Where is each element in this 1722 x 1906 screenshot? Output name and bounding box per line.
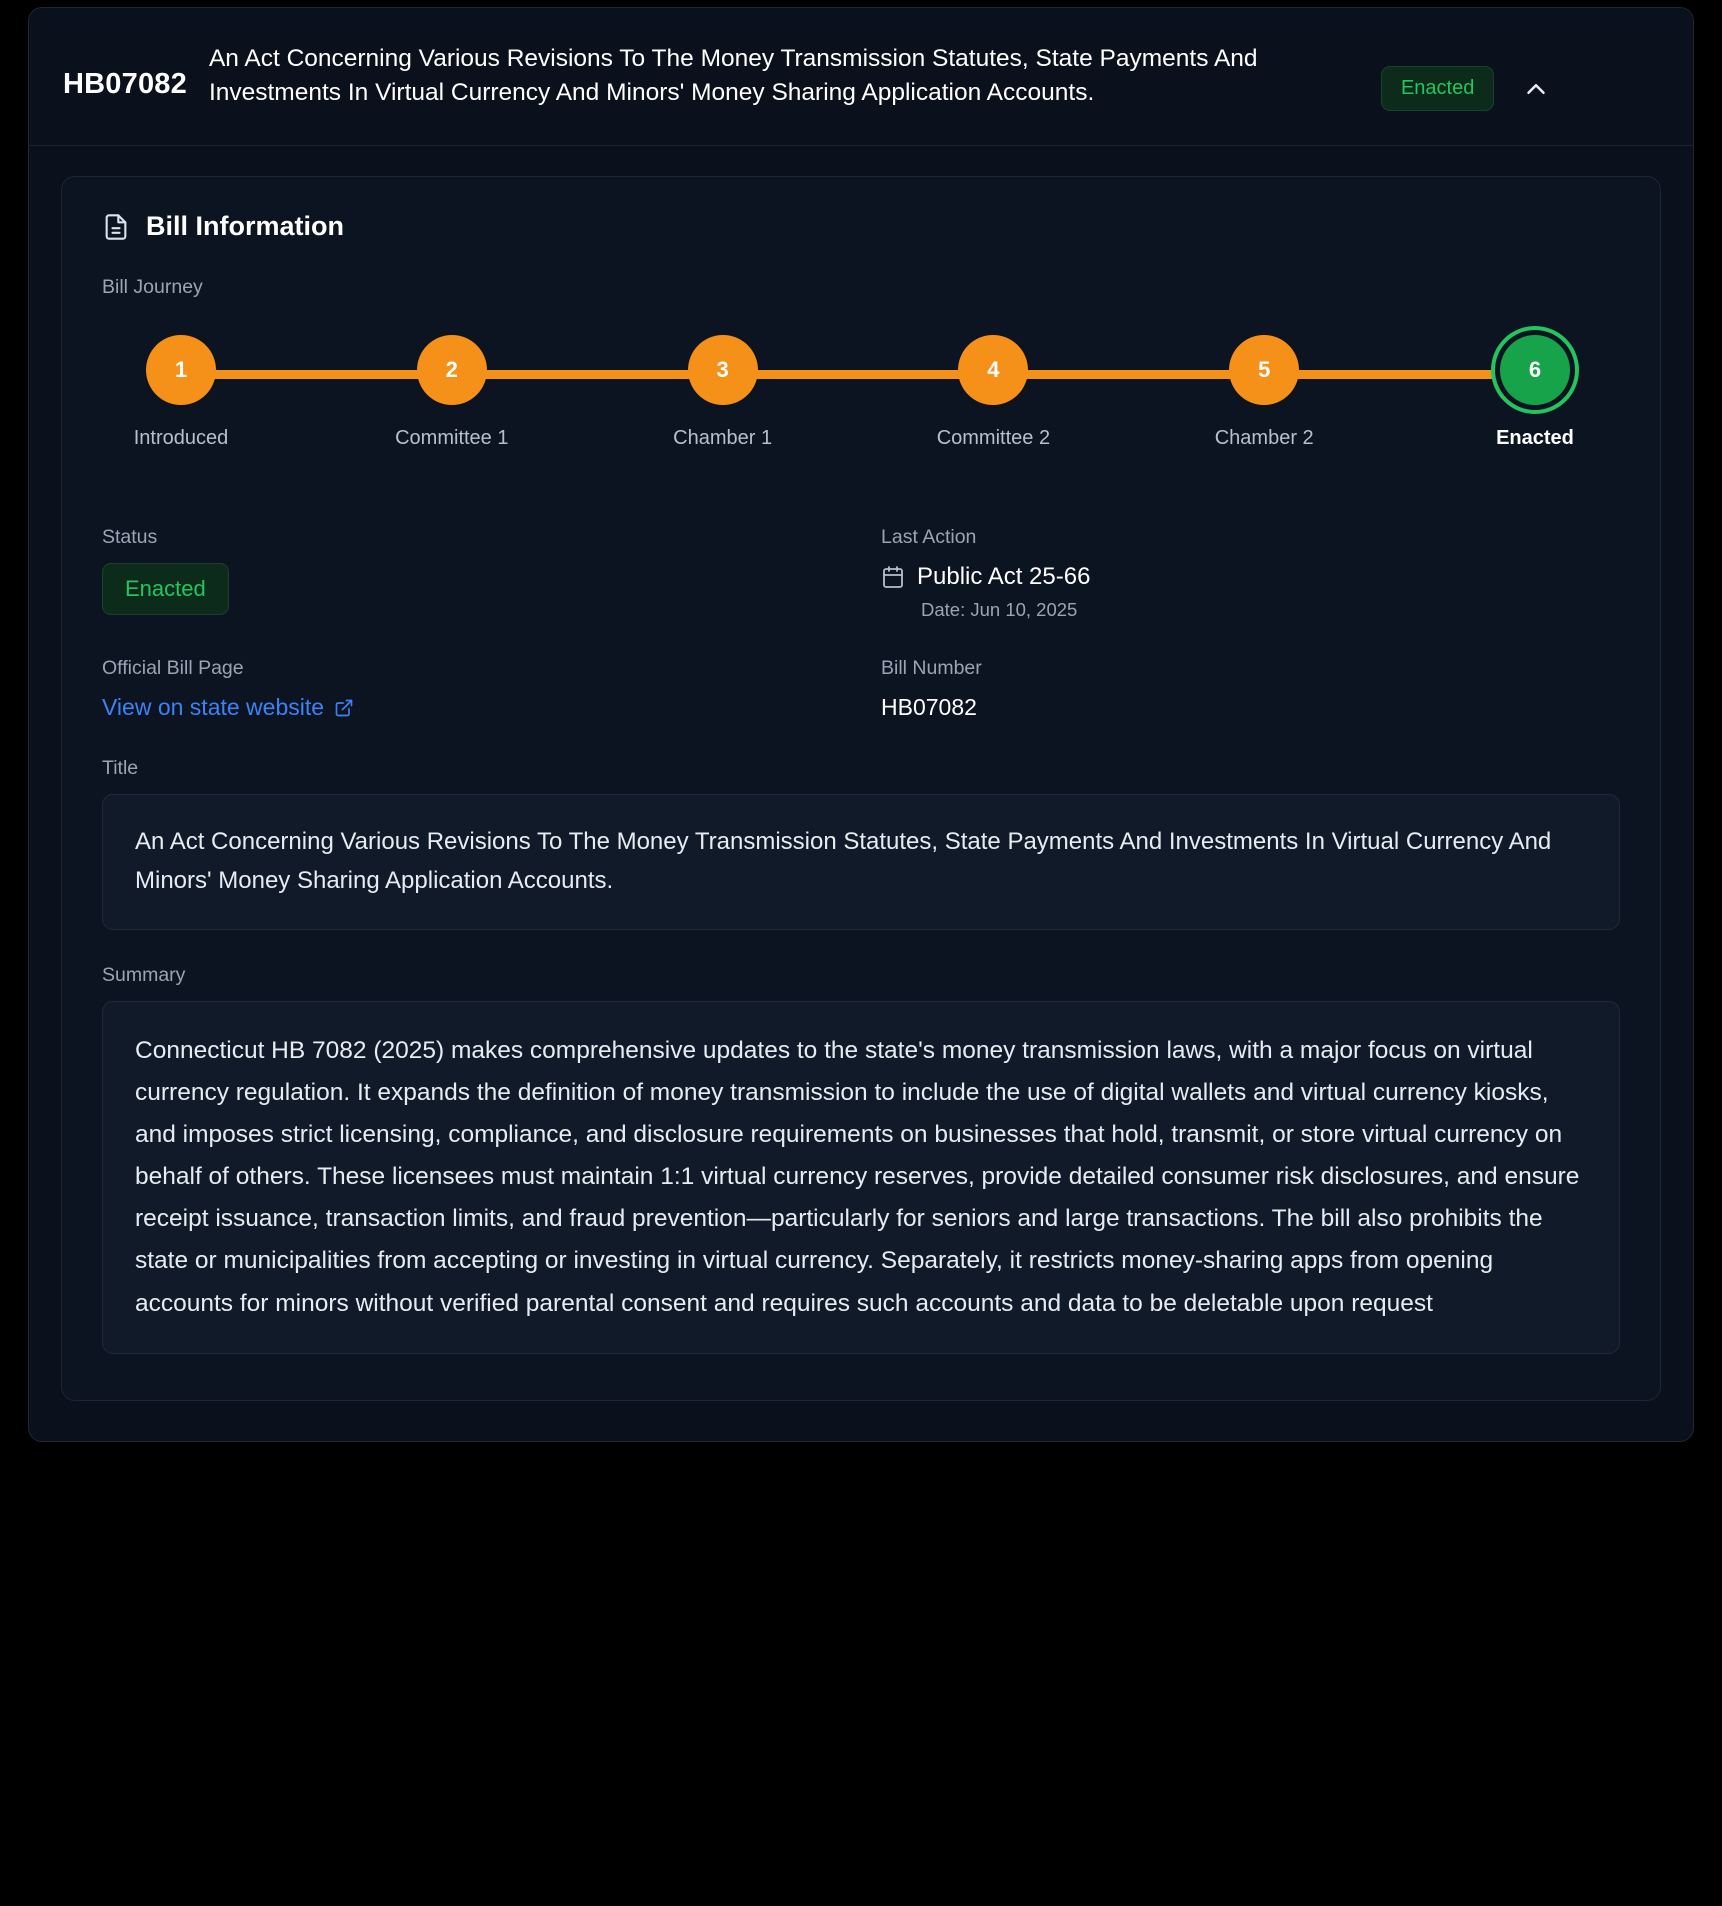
- bill-number-field: [881, 657, 1620, 721]
- last-action-label: Last Action: [881, 526, 977, 548]
- bill-body: [29, 146, 1693, 1441]
- journey-step-6[interactable]: [1460, 335, 1610, 450]
- header-bill-number: HB07082: [63, 68, 187, 100]
- journey-step-4[interactable]: [918, 335, 1068, 450]
- summary-value-box: Connecticut HB 7082 (2025) makes comprehensive updates to the state's money transmission laws, with a major focus on virtual currency regulation. It expands the definition of money transmission to include the use of digital wallets and virtual currency kiosks, and imposes strict licensing, compliance, and disclosure requirements on businesses that hold, transmit, or store virtual currency on behalf of others. These licensees must maintain 1:1 virtual currency reserves, provide detailed consumer risk disclosures, and ensure receipt issuance, transaction limits, and fraud prevention—particularly for seniors and large transactions. The bill also prohibits the state or municipalities from accepting or investing in virtual currency. Separately, it restricts money-sharing apps from opening accounts for minors without verified parental consent and requires such accounts and data to be deletable upon request: [102, 1001, 1620, 1354]
- bill-header[interactable]: [29, 8, 1693, 146]
- journey-step-label: Introduced: [133, 427, 229, 449]
- journey-step-label: Committee 2: [936, 427, 1051, 449]
- last-action-date: Date: Jun 10, 2025: [921, 599, 1078, 620]
- summary-label: Summary: [102, 963, 186, 986]
- section-header: [102, 211, 1620, 242]
- bill-card: [28, 7, 1694, 1442]
- chevron-up-icon[interactable]: [1516, 69, 1556, 109]
- last-action-value: Public Act 25-66: [917, 563, 1091, 590]
- journey-step-3[interactable]: [648, 335, 798, 450]
- title-label: Title: [102, 757, 139, 779]
- last-action-field: [881, 526, 1620, 621]
- bill-number-value: HB07082: [881, 694, 977, 720]
- section-title: Bill Information: [146, 211, 344, 241]
- title-value-box: An Act Concerning Various Revisions To The Money Transmission Statutes, State Payments And Investments In Virtual Currency And Minors' Money Sharing Application Accounts.: [102, 794, 1620, 930]
- journey-step-number: 4: [958, 335, 1028, 405]
- journey-step-label: Enacted: [1496, 427, 1574, 449]
- journey-step-number: 3: [688, 335, 758, 405]
- journey-step-number: 1: [146, 335, 216, 405]
- header-bill-title: An Act Concerning Various Revisions To The Money Transmission Statutes, State Payments And Investments In Virtual Currency And Minors' Money Sharing Application Accounts.: [208, 45, 1258, 107]
- journey-step-1[interactable]: [106, 335, 256, 450]
- journey-step-5[interactable]: [1189, 335, 1339, 450]
- journey-step-label: Committee 1: [395, 427, 509, 449]
- bill-meta-grid: [102, 526, 1620, 721]
- official-page-link-text: View on state website: [102, 694, 325, 720]
- calendar-icon: [881, 565, 905, 589]
- external-link-icon: [334, 698, 354, 718]
- journey-step-number: 2: [417, 335, 487, 405]
- bill-number-label: Bill Number: [881, 657, 982, 679]
- bill-journey: [102, 335, 1620, 450]
- journey-step-label: Chamber 1: [673, 427, 773, 449]
- title-field: [102, 757, 1620, 930]
- bill-journey-label: Bill Journey: [102, 276, 203, 298]
- journey-step-number: 6: [1500, 335, 1570, 405]
- status-label: Status: [102, 526, 158, 548]
- journey-step-2[interactable]: [377, 335, 527, 450]
- document-icon: [102, 213, 130, 241]
- status-value-badge: Enacted: [102, 563, 229, 615]
- summary-field: [102, 964, 1620, 1354]
- status-badge: Enacted: [1381, 66, 1494, 111]
- journey-step-number: 5: [1229, 335, 1299, 405]
- bill-information-panel: [61, 176, 1661, 1401]
- official-page-field: [102, 657, 841, 721]
- header-right-group: [1381, 42, 1556, 111]
- official-page-label: Official Bill Page: [102, 657, 244, 679]
- journey-step-label: Chamber 2: [1214, 427, 1314, 449]
- status-field: [102, 526, 841, 621]
- official-page-link[interactable]: [102, 694, 354, 721]
- last-action-row: [881, 563, 1620, 591]
